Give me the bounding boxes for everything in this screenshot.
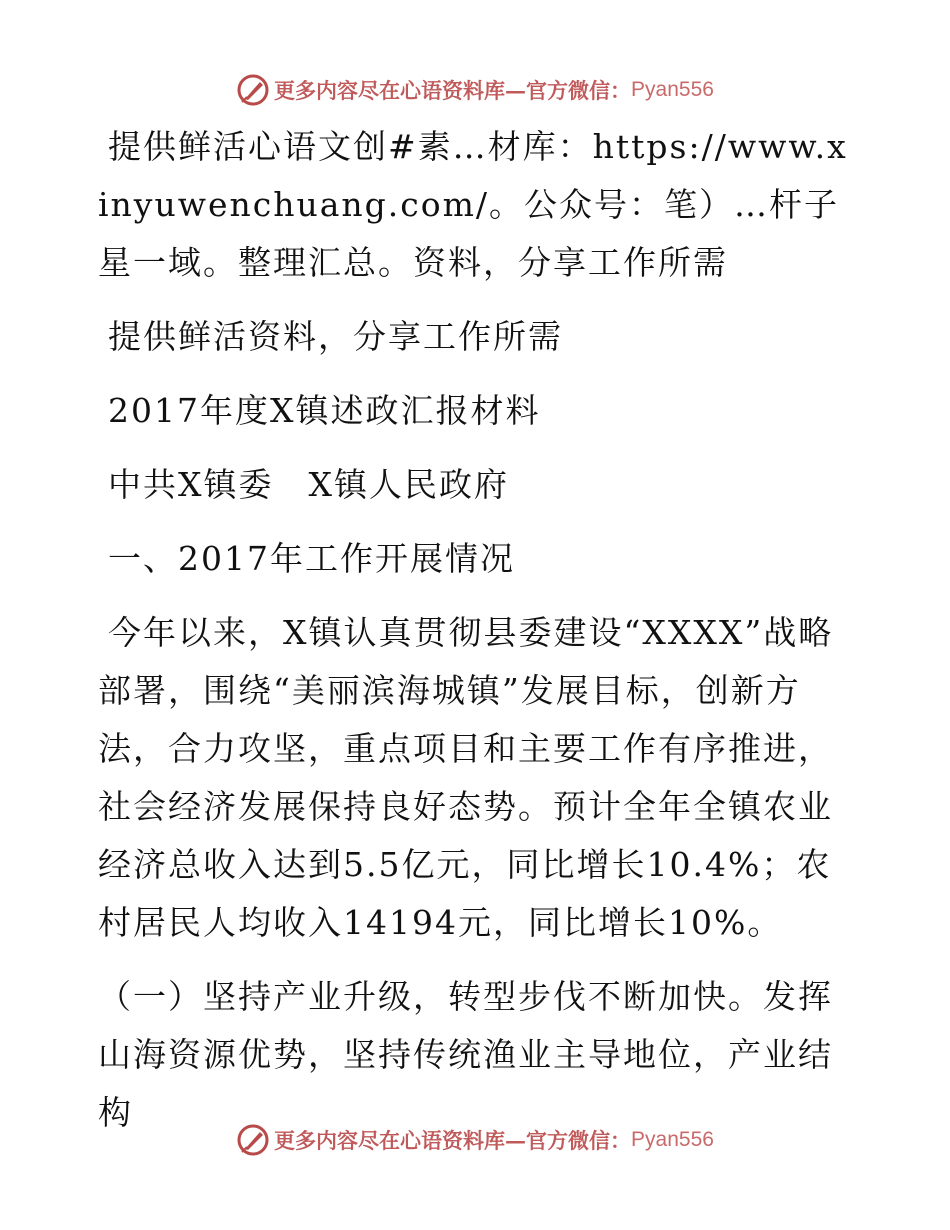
subsection-paragraph: （一）坚持产业升级，转型步伐不断加快。发挥山海资源优势，坚持传统渔业主导地位，产业结构	[98, 977, 833, 1132]
banner-wechat-id: Pyan556	[631, 1128, 714, 1151]
banner-text: 更多内容尽在心语资料库—官方微信：	[274, 78, 632, 103]
document-author: 中共X镇委 X镇人民政府	[108, 465, 509, 504]
section-heading: 一、2017年工作开展情况	[108, 539, 515, 578]
feather-logo-icon	[236, 1123, 270, 1157]
intro-paragraph: 提供鲜活心语文创#素…材库：https://www.xinyuwenchuang.com/。公众号：笔）…杆子星一域。整理汇总。资料，分享工作所需	[98, 127, 848, 282]
footer-watermark-banner	[0, 1118, 950, 1162]
feather-logo-icon	[236, 73, 270, 107]
tagline-paragraph: 提供鲜活资料，分享工作所需	[108, 317, 563, 356]
document-body	[98, 118, 858, 1158]
banner-wechat-id: Pyan556	[631, 78, 714, 101]
body-paragraph: 今年以来，X镇认真贯彻县委建设“XXXX”战略部署，围绕“美丽滨海城镇”发展目标，创新方法，合力攻坚，重点项目和主要工作有序推进，社会经济发展保持良好态势。预计全年全镇农业经济总收入达到5.5亿元，同比增长10.4%；农村居民人均收入14194元，同比增长10%。	[98, 613, 834, 942]
banner-text: 更多内容尽在心语资料库—官方微信：	[274, 1128, 632, 1153]
document-title: 2017年度X镇述政汇报材料	[108, 391, 541, 430]
header-watermark-banner	[0, 68, 950, 112]
